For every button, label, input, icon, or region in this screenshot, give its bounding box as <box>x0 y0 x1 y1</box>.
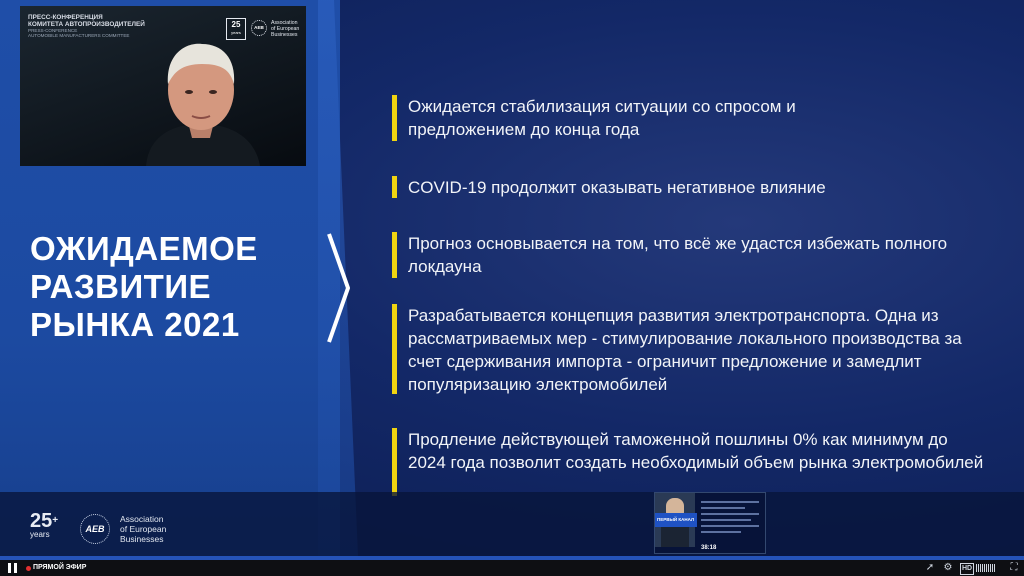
bullet-accent-bar <box>392 428 397 496</box>
bullet-item-2 <box>392 176 928 199</box>
thumbnail-timestamp: 38:18 <box>701 545 717 551</box>
video-header-line1: ПРЕСС-КОНФЕРЕНЦИЯ <box>28 14 103 21</box>
volume-slider[interactable] <box>976 564 995 572</box>
preview-thumbnail[interactable] <box>654 492 766 554</box>
thumbnail-text-line <box>701 513 759 515</box>
video-header-line4: AUTOMOBILE MANUFACTURERS COMMITTEE <box>28 33 130 38</box>
bullet-item-4 <box>392 304 998 396</box>
slide-footer <box>0 492 1024 556</box>
slide-title-line2: РАЗВИТИЕ <box>30 268 212 305</box>
video-logo-text-2: of European <box>271 26 300 32</box>
bullet-text-5: Продление действующей таможенной пошлины 0% как минимум до 2024 года позволит создать необходимый объем рынка электромобилей <box>408 430 984 472</box>
gear-icon[interactable]: ⚙ <box>943 562 953 573</box>
footer-org-line2: of European <box>120 524 167 534</box>
thumbnail-text-line <box>701 501 759 503</box>
footer-25-years-logo <box>30 512 68 540</box>
footer-org-name <box>120 514 166 544</box>
speaker-video-feed <box>20 6 306 166</box>
bullet-accent-bar <box>392 95 397 141</box>
video-header-line3: PRESS-CONFERENCE <box>28 28 78 33</box>
video-logo-text-1: Association <box>271 20 298 26</box>
hd-quality-toggle[interactable]: HD <box>960 563 974 575</box>
video-logo-text-3: Businesses <box>271 32 298 38</box>
footer-aeb-logo: AEB <box>80 514 110 544</box>
playback-progress-bar[interactable] <box>0 556 1024 560</box>
slide-title-line1: ОЖИДАЕМОЕ <box>30 230 258 267</box>
footer-org-line1: Association <box>120 514 164 524</box>
video-aeb-logo-text <box>271 20 299 38</box>
bullet-accent-bar <box>392 176 397 198</box>
bullet-text-2: COVID-19 продолжит оказывать негативное влияние <box>408 178 826 197</box>
bullet-accent-bar <box>392 232 397 278</box>
footer-logo-years: years <box>30 530 50 539</box>
slide-title <box>30 230 310 344</box>
video-header-line2: КОМИТЕТА АВТОПРОИЗВОДИТЕЛЕЙ <box>28 21 145 28</box>
fullscreen-icon[interactable]: ⛶ <box>1010 562 1018 573</box>
rocket-icon[interactable]: ➚ <box>925 562 935 573</box>
chevron-right-icon <box>326 232 352 344</box>
thumbnail-channel-label: ПЕРВЫЙ КАНАЛ <box>655 513 697 527</box>
live-indicator-dot <box>26 566 31 571</box>
thumbnail-text-line <box>701 507 745 509</box>
video-aeb-logo: AEB <box>251 20 267 36</box>
speaker-image <box>138 34 264 166</box>
pause-icon[interactable] <box>8 563 18 573</box>
bullet-text-4: Разрабатывается концепция развития электротранспорта. Одна из рассматриваемых мер - стимулирование локального производства за счет сдерживания импорта - ограничит предложение и замедлит популяризацию электромобилей <box>408 306 962 394</box>
footer-org-line3: Businesses <box>120 534 164 544</box>
bullet-item-5 <box>392 428 988 496</box>
bullet-text-1: Ожидается стабилизация ситуации со спросом и предложением до конца года <box>408 97 796 139</box>
slide-title-line3: РЫНКА 2021 <box>30 306 240 343</box>
player-controls-bar <box>0 556 1024 576</box>
video-header-subtitle <box>28 28 130 38</box>
thumbnail-text-line <box>701 519 751 521</box>
bullet-item-1 <box>392 95 868 141</box>
video-header-title <box>28 14 145 28</box>
thumbnail-text-line <box>701 531 741 533</box>
live-label: ПРЯМОЙ ЭФИР <box>33 564 87 571</box>
bullet-item-3 <box>392 232 988 278</box>
footer-logo-plus: + <box>52 515 59 526</box>
bullet-text-3: Прогноз основывается на том, что всё же удастся избежать полного локдауна <box>408 234 948 276</box>
bullet-accent-bar <box>392 304 397 394</box>
video-logo-number: 25 <box>231 20 241 29</box>
thumbnail-text-line <box>701 525 759 527</box>
footer-logo-number: 25 <box>30 510 53 532</box>
video-logo-years: years <box>231 30 241 35</box>
